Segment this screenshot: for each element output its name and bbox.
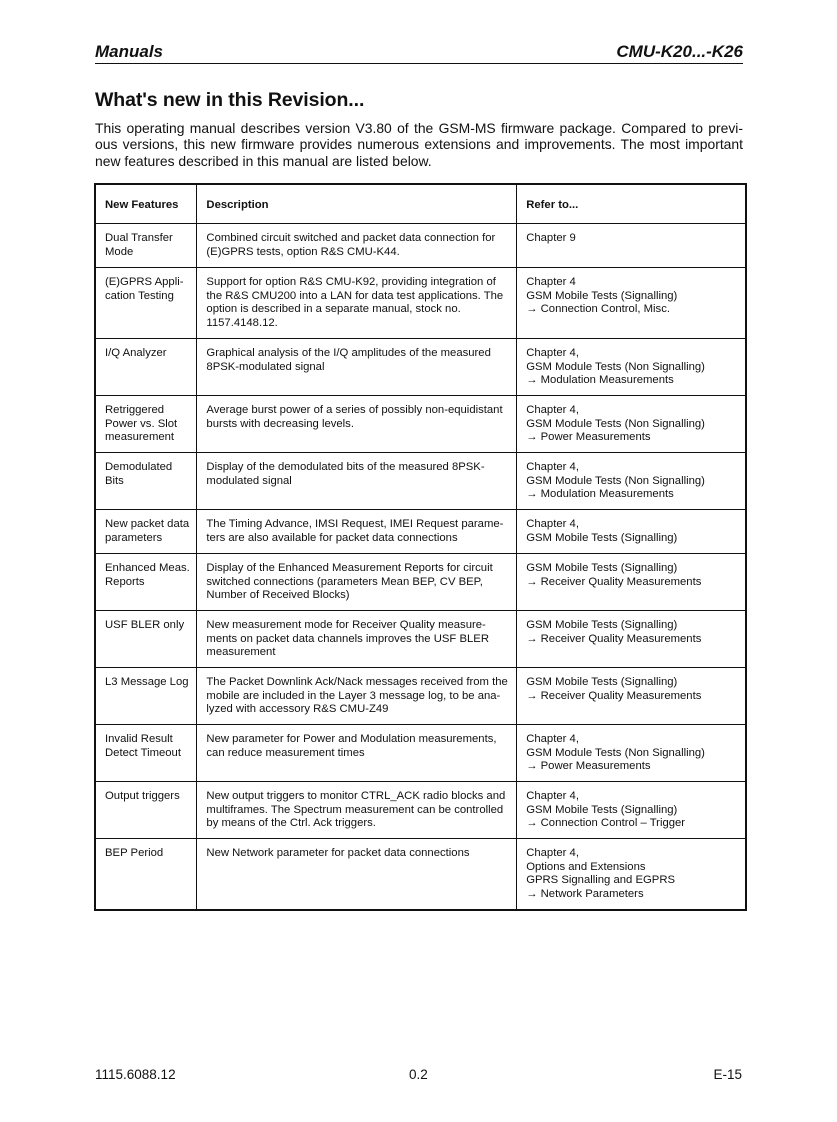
header-manuals: Manuals xyxy=(95,42,164,61)
reference-line: → Receiver Quality Measurements xyxy=(526,689,702,702)
feature-name: (E)GPRS Appli-cation Testing xyxy=(95,268,197,339)
feature-description: Graphical analysis of the I/Q amplitudes of the measured 8PSK-modulated signal xyxy=(197,339,517,396)
table-row xyxy=(95,224,746,268)
feature-description: Combined circuit switched and packet data connection for (E)GPRS tests, option R&S CMU-K44. xyxy=(197,224,517,268)
reference-line: Chapter 4, xyxy=(526,790,579,802)
reference-line: → Power Measurements xyxy=(526,431,651,444)
features-table xyxy=(94,183,747,911)
reference-line: Chapter 4, xyxy=(526,404,579,416)
page-title: What's new in this Revision... xyxy=(95,89,365,111)
reference-line: GSM Module Tests (Non Signalling) xyxy=(526,360,705,373)
page-header xyxy=(95,41,743,64)
feature-reference xyxy=(517,782,746,839)
reference-line: Chapter 4, xyxy=(526,518,579,530)
feature-name: Dual Transfer Mode xyxy=(95,224,197,268)
feature-reference xyxy=(517,554,746,611)
reference-line: → Network Parameters xyxy=(526,887,644,900)
feature-name: Demodulated Bits xyxy=(95,453,197,510)
reference-line: Chapter 4, xyxy=(526,847,579,859)
reference-line: Chapter 4 xyxy=(526,276,576,288)
feature-description: Display of the demodulated bits of the measured 8PSK-modulated signal xyxy=(197,453,517,510)
feature-name: I/Q Analyzer xyxy=(95,339,197,396)
feature-reference xyxy=(517,396,746,453)
table-row xyxy=(95,339,746,396)
reference-line: GSM Module Tests (Non Signalling) xyxy=(526,746,705,759)
feature-name: Output triggers xyxy=(95,782,197,839)
table-row xyxy=(95,668,746,725)
reference-line: → Receiver Quality Measurements xyxy=(526,575,702,588)
feature-description: The Packet Downlink Ack/Nack messages received from the mobile are included in the Layer 3 message log, to be ana-lyzed with accessory R&S CMU-Z49 xyxy=(197,668,517,725)
header-product: CMU-K20...-K26 xyxy=(616,42,743,61)
reference-line: GSM Module Tests (Non Signalling) xyxy=(526,474,705,487)
reference-line: → Connection Control, Misc. xyxy=(526,303,670,316)
feature-name: Retriggered Power vs. Slot measurement xyxy=(95,396,197,453)
reference-line: GSM Mobile Tests (Signalling) xyxy=(526,676,678,688)
reference-line: Chapter 4, xyxy=(526,461,579,473)
footer-page-number: E-15 xyxy=(713,1067,742,1082)
feature-reference xyxy=(517,268,746,339)
reference-line: Options and Extensions xyxy=(526,860,646,873)
feature-name: New packet data parameters xyxy=(95,510,197,554)
reference-line: GSM Mobile Tests (Signalling) xyxy=(526,289,678,302)
feature-reference xyxy=(517,224,746,268)
reference-line: → Modulation Measurements xyxy=(526,374,674,387)
table-row xyxy=(95,453,746,510)
reference-line: → Receiver Quality Measurements xyxy=(526,632,702,645)
header-refer-to: Refer to... xyxy=(517,184,746,224)
feature-reference xyxy=(517,611,746,668)
table-row xyxy=(95,268,746,339)
intro-paragraph: This operating manual describes version V3.80 of the GSM-MS firmware package. Compared to previ-ous versions, this new firmware provides numerous extensions and improvements. The most important new features described in this manual are listed below. xyxy=(95,120,743,169)
feature-description: New parameter for Power and Modulation measurements, can reduce measurement times xyxy=(197,725,517,782)
header-new-features: New Features xyxy=(95,184,197,224)
table-row xyxy=(95,554,746,611)
table-row xyxy=(95,725,746,782)
header-description: Description xyxy=(197,184,517,224)
table-header-row xyxy=(95,184,746,224)
table-body xyxy=(95,224,746,910)
feature-description: New measurement mode for Receiver Quality measure-ments on packet data channels improves the USF BLER measurement xyxy=(197,611,517,668)
feature-reference xyxy=(517,839,746,910)
table-row xyxy=(95,839,746,910)
reference-line: → Modulation Measurements xyxy=(526,488,674,501)
footer-version: 0.2 xyxy=(409,1067,428,1082)
feature-description: Average burst power of a series of possibly non-equidistant bursts with decreasing levels. xyxy=(197,396,517,453)
feature-description: New Network parameter for packet data connections xyxy=(197,839,517,910)
feature-description: The Timing Advance, IMSI Request, IMEI Request parame-ters are also available for packet data connections xyxy=(197,510,517,554)
feature-description: New output triggers to monitor CTRL_ACK radio blocks and multiframes. The Spectrum measurement can be controlled by means of the Ctrl. Ack triggers. xyxy=(197,782,517,839)
table-row xyxy=(95,396,746,453)
reference-line: Chapter 4, xyxy=(526,347,579,359)
table-row xyxy=(95,510,746,554)
feature-description: Display of the Enhanced Measurement Reports for circuit switched connections (parameters Mean BEP, CV BEP, Number of Received Blocks) xyxy=(197,554,517,611)
feature-reference xyxy=(517,725,746,782)
footer-doc-number: 1115.6088.12 xyxy=(95,1067,176,1082)
reference-line: GPRS Signalling and EGPRS xyxy=(526,874,676,887)
feature-name: USF BLER only xyxy=(95,611,197,668)
reference-line: Chapter 9 xyxy=(526,232,576,244)
reference-line: GSM Mobile Tests (Signalling) xyxy=(526,619,678,631)
feature-reference xyxy=(517,668,746,725)
feature-reference xyxy=(517,510,746,554)
reference-line: → Power Measurements xyxy=(526,760,651,773)
feature-description: Support for option R&S CMU-K92, providing integration of the R&S CMU200 into a LAN for data test applications. The option is described in a separate manual, stock no. 1157.4148.12. xyxy=(197,268,517,339)
feature-name: Invalid Result Detect Timeout xyxy=(95,725,197,782)
reference-line: GSM Module Tests (Non Signalling) xyxy=(526,417,705,430)
reference-line: GSM Mobile Tests (Signalling) xyxy=(526,531,678,544)
table-row xyxy=(95,782,746,839)
feature-reference xyxy=(517,453,746,510)
reference-line: → Connection Control – Trigger xyxy=(526,817,686,830)
feature-name: Enhanced Meas. Reports xyxy=(95,554,197,611)
feature-reference xyxy=(517,339,746,396)
feature-name: L3 Message Log xyxy=(95,668,197,725)
table-row xyxy=(95,611,746,668)
reference-line: GSM Mobile Tests (Signalling) xyxy=(526,803,678,816)
feature-name: BEP Period xyxy=(95,839,197,910)
reference-line: GSM Mobile Tests (Signalling) xyxy=(526,562,678,574)
reference-line: Chapter 4, xyxy=(526,733,579,745)
